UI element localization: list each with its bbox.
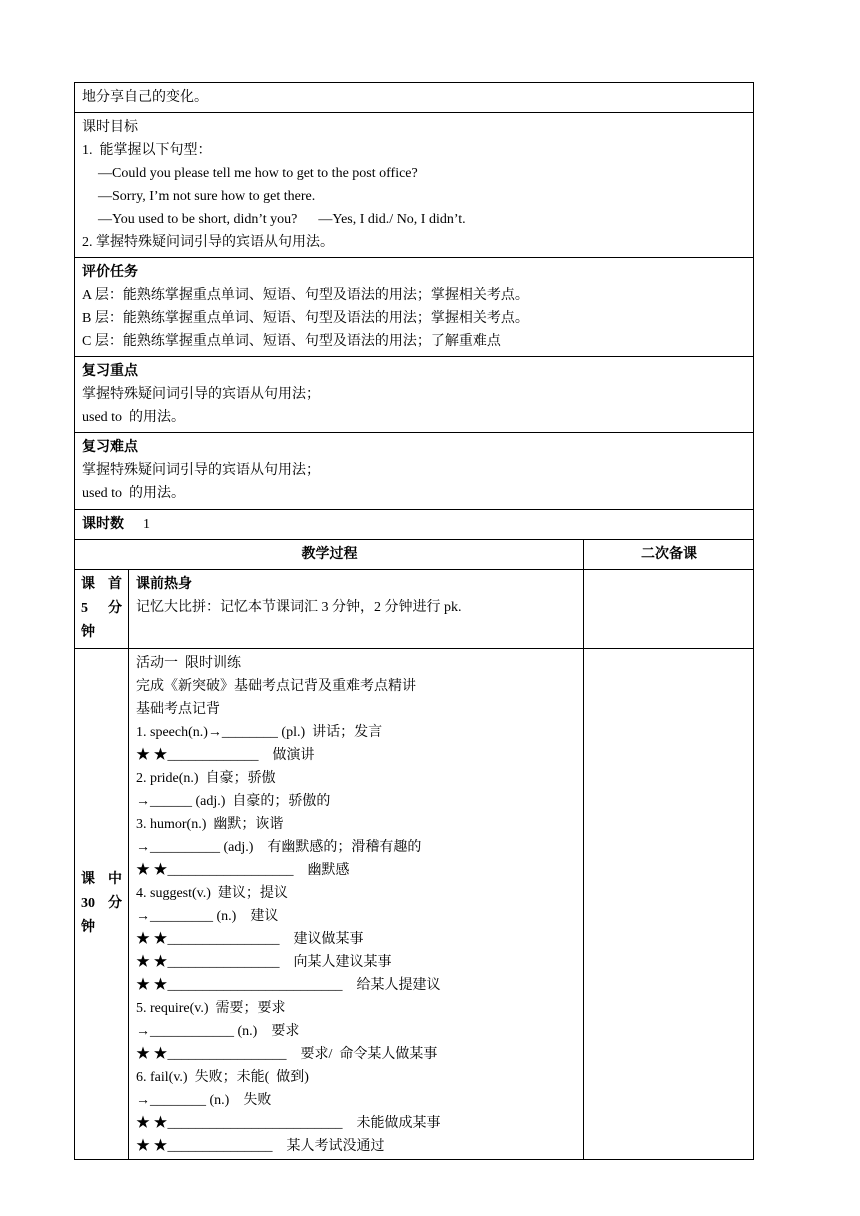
mid-line: ★ ★_________________________ 给某人提建议 [136, 978, 441, 993]
goal-line: —Could you please tell me how to get to the post office? [98, 166, 418, 181]
hours-value: 1 [143, 517, 150, 532]
side-label-line: 课 中 [81, 872, 122, 887]
lesson-plan-document [74, 82, 753, 1160]
difficulty-row [75, 433, 754, 510]
eval-line: C 层：能熟练掌握重点单词、短语、句型及语法的用法；了解重难点 [82, 334, 501, 349]
difficulty-cell [75, 433, 754, 510]
side-label-line: 课 首 [81, 577, 122, 592]
mid-line: →_________ (n.) 建议 [136, 909, 279, 924]
goal-line: —Sorry, I’m not sure how to get there. [98, 189, 316, 204]
mid-line: 1. speech(n.)→________ (pl.) 讲话；发言 [136, 725, 383, 740]
process-header-row [75, 540, 754, 570]
difficulty-line: 掌握特殊疑问词引导的宾语从句用法； [82, 463, 320, 478]
mid-line: 3. humor(n.) 幽默；诙谐 [136, 817, 284, 832]
process-header: 教学过程 [75, 540, 584, 570]
mid-line: →____________ (n.) 要求 [136, 1024, 300, 1039]
intro-text: 地分享自己的变化。 [82, 90, 208, 105]
mid-line: →________ (n.) 失败 [136, 1093, 272, 1108]
hours-row [75, 510, 754, 540]
mid-line: →__________ (adj.) 有幽默感的；滑稽有趣的 [136, 840, 422, 855]
mid-line: ★ ★________________ 向某人建议某事 [136, 955, 392, 970]
pre-class-side-label [75, 570, 129, 649]
mid-class-row [75, 649, 754, 1160]
eval-row [75, 258, 754, 357]
eval-title: 评价任务 [82, 265, 138, 280]
goals-title: 课时目标 [82, 120, 138, 135]
goals-cell [75, 113, 754, 258]
goal-line: 1. 能掌握以下句型： [82, 143, 212, 158]
mid-line: ★ ★_______________ 某人考试没通过 [136, 1139, 385, 1154]
mid-line: ★ ★_____________ 做演讲 [136, 748, 315, 763]
process-table [74, 539, 754, 1160]
mid-line: 基础考点记背 [136, 702, 220, 717]
lesson-info-table [74, 82, 754, 540]
mid-line: 2. pride(n.) 自豪；骄傲 [136, 771, 276, 786]
goals-row [75, 113, 754, 258]
pre-class-title: 课前热身 [136, 577, 192, 592]
eval-line: B 层：能熟练掌握重点单词、短语、句型及语法的用法；掌握相关考点。 [82, 311, 529, 326]
mid-line: 5. require(v.) 需要；要求 [136, 1001, 286, 1016]
side-label-line: 钟 [81, 920, 95, 935]
focus-row [75, 357, 754, 433]
focus-title: 复习重点 [82, 364, 138, 379]
mid-line: ★ ★________________ 建议做某事 [136, 932, 364, 947]
goal-line: 2. 掌握特殊疑问词引导的宾语从句用法。 [82, 235, 334, 250]
pre-class-row [75, 570, 754, 649]
mid-class-content [129, 649, 584, 1160]
mid-line: 完成《新突破》基础考点记背及重难考点精讲 [136, 679, 416, 694]
mid-line: 活动一 限时训练 [136, 656, 241, 671]
goal-line: —You used to be short, didn’t you? —Yes, I did./ No, I didn’t. [98, 212, 466, 227]
hours-label: 课时数 [82, 517, 124, 532]
intro-cell [75, 83, 754, 113]
mid-line: ★ ★__________________ 幽默感 [136, 863, 350, 878]
pre-class-text: 记忆大比拼：记忆本节课词汇 3 分钟，2 分钟进行 pk. [136, 600, 462, 615]
side-label-line: 钟 [81, 625, 95, 640]
mid-line: 4. suggest(v.) 建议；提议 [136, 886, 288, 901]
pre-class-prep-cell [584, 570, 754, 649]
mid-line: ★ ★_________________________ 未能做成某事 [136, 1116, 441, 1131]
difficulty-line: used to 的用法。 [82, 486, 186, 501]
difficulty-title: 复习难点 [82, 440, 138, 455]
mid-class-side-label [75, 649, 129, 1160]
pre-class-content [129, 570, 584, 649]
prep-header: 二次备课 [584, 540, 754, 570]
mid-line: ★ ★_________________ 要求/ 命令某人做某事 [136, 1047, 438, 1062]
eval-line: A 层：能熟练掌握重点单词、短语、句型及语法的用法；掌握相关考点。 [82, 288, 529, 303]
focus-line: used to 的用法。 [82, 410, 186, 425]
eval-cell [75, 258, 754, 357]
intro-row [75, 83, 754, 113]
side-label-line: 30 分 [81, 896, 122, 911]
focus-line: 掌握特殊疑问词引导的宾语从句用法； [82, 387, 320, 402]
mid-line: 6. fail(v.) 失败；未能( 做到) [136, 1070, 309, 1085]
focus-cell [75, 357, 754, 433]
mid-line: →______ (adj.) 自豪的；骄傲的 [136, 794, 331, 809]
hours-cell [75, 510, 754, 540]
side-label-line: 5 分 [81, 601, 122, 616]
mid-class-prep-cell [584, 649, 754, 1160]
